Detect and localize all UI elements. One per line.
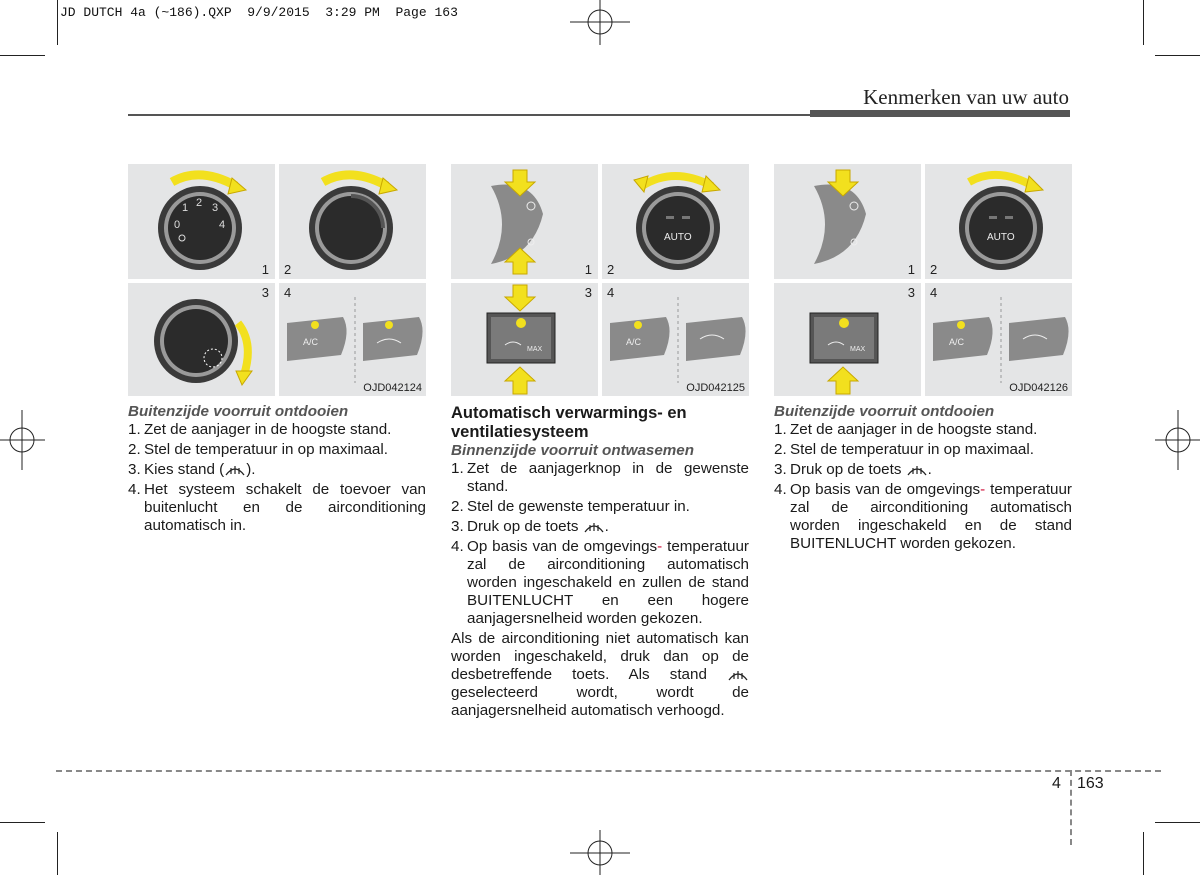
- defrost-icon: [224, 461, 246, 478]
- panel-number: 2: [284, 262, 292, 277]
- mode-knob: [128, 283, 275, 396]
- crop-mark: [1143, 832, 1144, 875]
- crop-mark: [1155, 822, 1200, 823]
- panel-number: 1: [584, 262, 592, 277]
- header-rule: [128, 114, 810, 116]
- crop-mark: [1143, 0, 1144, 45]
- list-item: 1. Zet de aanjagerknop in de gewenste stand.: [451, 460, 749, 495]
- svg-text:A/C: A/C: [626, 337, 642, 347]
- section-heading: Automatisch verwarmings- en ventilatiesysteem: [451, 404, 687, 441]
- subheading: Binnenzijde voorruit ontwasemen: [451, 442, 695, 459]
- footer-separator: [1070, 770, 1072, 845]
- registration-mark: [0, 410, 45, 470]
- subheading: Buitenzijde voorruit ontdooien: [128, 403, 349, 420]
- dial-number: 0: [174, 219, 181, 231]
- step-list: [774, 421, 1072, 553]
- auto-temperature-knob: [602, 164, 749, 279]
- panel-number: 4: [284, 285, 292, 300]
- panel-number: 2: [930, 262, 938, 277]
- svg-text:AUTO: AUTO: [664, 232, 692, 243]
- registration-mark: [1155, 410, 1200, 470]
- list-item: 4. Op basis van de omgevings- temperatuur zal de airconditioning automatisch worden ingeschakeld en zullen de stand BUITENLUCHT en een hogere aanjagersnelheid worden gekozen.: [451, 538, 749, 627]
- defrost-max-button: [774, 283, 921, 396]
- panel-number: 2: [607, 262, 615, 277]
- list-item: 3. Druk op de toets .: [774, 461, 932, 478]
- crop-mark: [0, 55, 45, 56]
- figure-panel-4: [925, 283, 1072, 396]
- panel-number: 1: [261, 262, 269, 277]
- figure-panel-1: [128, 164, 275, 279]
- panel-number: 4: [930, 285, 938, 300]
- dial-number: 2: [196, 197, 203, 209]
- crop-mark: [1155, 55, 1200, 56]
- figure-panel-2: [602, 164, 749, 279]
- list-item: 3. Druk op de toets .: [451, 518, 609, 535]
- list-item: 2. Stel de gewenste temperatuur in.: [451, 498, 690, 515]
- arrow-icon: [642, 176, 712, 186]
- registration-mark: [570, 830, 630, 875]
- crop-mark: [0, 822, 45, 823]
- list-item: 1. Zet de aanjager in de hoogste stand.: [774, 421, 1038, 438]
- column-2: [451, 404, 749, 720]
- ac-buttons: [925, 283, 1072, 396]
- step-list: [451, 460, 749, 628]
- figure-panel-4: [279, 283, 426, 396]
- ac-buttons: [279, 283, 426, 396]
- figure-code: OJD042124: [363, 382, 422, 394]
- chapter-number: 4: [1052, 775, 1061, 792]
- section-title: Kenmerken van uw auto: [863, 85, 1069, 109]
- column-3: [774, 403, 1072, 555]
- auto-temperature-knob: [925, 164, 1072, 279]
- panel-number: 3: [261, 285, 269, 300]
- figure-panel-4: [602, 283, 749, 396]
- svg-text:AUTO: AUTO: [987, 232, 1015, 243]
- registration-mark: [570, 0, 630, 45]
- figure-panel-3: [451, 283, 598, 396]
- dial-number: 3: [212, 202, 219, 214]
- panel-number: 1: [907, 262, 915, 277]
- page-number: 163: [1077, 775, 1104, 792]
- figure-code: OJD042126: [1009, 382, 1068, 394]
- svg-text:A/C: A/C: [303, 337, 319, 347]
- paragraph: Als de airconditioning niet automatisch kan worden ingeschakeld, druk dan op de desbetreffende toets. Als stand geselecteerd wordt, wordt de aanjagersnelheid automatisch verhoogd.: [451, 630, 749, 719]
- panel-number: 3: [584, 285, 592, 300]
- arrow-icon: [323, 175, 387, 186]
- figure-panel-2: [925, 164, 1072, 279]
- fan-speed-knob: [128, 164, 275, 279]
- list-item: 4. Het systeem schakelt de toevoer van buitenlucht en de airconditioning automatisch in.: [128, 481, 426, 534]
- crop-mark: [57, 832, 58, 875]
- subheading: Buitenzijde voorruit ontdooien: [774, 403, 995, 420]
- figure-panel-2: [279, 164, 426, 279]
- print-header: JD DUTCH 4a (~186).QXP 9/9/2015 3:29 PM Page 163: [60, 5, 458, 20]
- defrost-icon: [727, 666, 749, 683]
- arrow-icon: [172, 175, 236, 186]
- svg-text:MAX: MAX: [850, 346, 866, 353]
- arrow-icon: [238, 323, 248, 375]
- svg-text:MAX: MAX: [527, 346, 543, 353]
- temperature-knob: [279, 164, 426, 279]
- arrow-icon: [505, 367, 535, 394]
- list-item: 2. Stel de temperatuur in op maximaal.: [128, 441, 388, 458]
- fan-rocker-switch: [451, 164, 598, 279]
- list-item: 2. Stel de temperatuur in op maximaal.: [774, 441, 1034, 458]
- figure-2: [451, 164, 749, 396]
- figure-code: OJD042125: [686, 382, 745, 394]
- fan-rocker-switch: [774, 164, 921, 279]
- defrost-icon: [906, 461, 928, 478]
- figure-1: [128, 164, 426, 396]
- header-rule-thick: [810, 110, 1070, 117]
- list-item: 3. Kies stand ( ).: [128, 461, 256, 478]
- figure-3: [774, 164, 1072, 396]
- panel-number: 3: [907, 285, 915, 300]
- ac-buttons: [602, 283, 749, 396]
- list-item: 4. Op basis van de omgevings- temperatuur zal de airconditioning automatisch worden ingeschakeld en de stand BUITENLUCHT worden gekozen.: [774, 481, 1072, 552]
- arrow-icon: [505, 285, 535, 311]
- arrow-icon: [828, 367, 858, 394]
- panel-number: 4: [607, 285, 615, 300]
- dial-number: 1: [182, 202, 189, 214]
- footer-dashed-rule: [56, 770, 1161, 772]
- figure-panel-3: [128, 283, 275, 396]
- figure-panel-3: [774, 283, 921, 396]
- column-1: [128, 403, 426, 537]
- figure-panel-1: [451, 164, 598, 279]
- step-list: [128, 421, 426, 535]
- crop-mark: [57, 0, 58, 45]
- defrost-max-button: [451, 283, 598, 396]
- list-item: 1. Zet de aanjager in de hoogste stand.: [128, 421, 392, 438]
- defrost-icon: [583, 518, 605, 535]
- dial-number: 4: [219, 219, 226, 231]
- arrow-icon: [969, 175, 1033, 186]
- figure-panel-1: [774, 164, 921, 279]
- svg-text:A/C: A/C: [949, 337, 965, 347]
